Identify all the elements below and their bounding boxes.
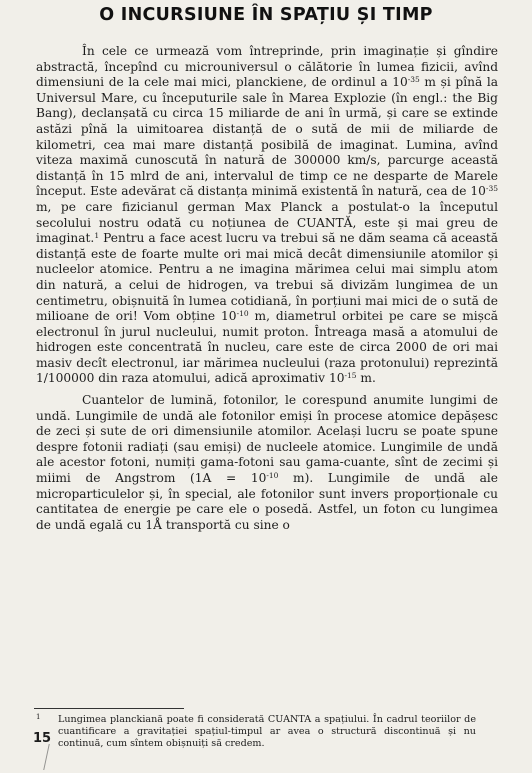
text-run: m). Lungimile de undă ale microparticulelor și, în special, ale fotonilor sunt invers proporționale cu cantitatea de energie pe care ele o posedă. Astfel, un foton cu lungimea de undă egală cu 1Å transportă cu sine o — [36, 471, 498, 532]
page-number: 15 — [33, 731, 52, 746]
exponent: -10 — [236, 309, 249, 319]
text-run: În cele ce urmează vom întreprinde, prin imaginație și gîndire abstractă, începînd cu microuniversul o călătorie în lumea fizicii, avînd dimensiuni de la cele mai mici, planckiene, de ordinul a 10 — [36, 44, 498, 90]
text-run: m, pe care fizicianul german Max Planck a postulat-o la începutul secolului nostru odată cu noțiunea de CUANTĂ, este și mai greu de imaginat. — [36, 199, 498, 246]
footnote — [36, 714, 476, 751]
exponent: -35 — [485, 184, 498, 194]
footnote-number: 1 — [36, 713, 41, 721]
paragraph-1 — [36, 44, 498, 387]
text-run: m, diametrul orbitei pe care se mișcă electronul în jurul nucleului, numit proton. Întreaga masă a atomului de hidrogen este concentrată în nucleu, care este de circa 2000 de ori mai masiv decît electronul, iar mărimea nucleului (raza protonului) reprezintă 1/100000 din raza atomului, adică aproximativ 10 — [36, 309, 498, 386]
exponent: -15 — [344, 371, 357, 381]
text-run: m. — [356, 371, 376, 386]
footnote-divider — [34, 708, 184, 709]
exponent: -10 — [266, 471, 279, 481]
page-title: O INCURSIUNE ÎN SPAȚIU ȘI TIMP — [99, 5, 433, 25]
text-run: Cuantelor de lumină, fotonilor, le corespund anumite lungimi de undă. Lungimile de undă ale fotonilor emiși în procese atomice depășesc de zeci și sute de ori dimensiunile atomilor. Același lucru se poate spune despre fotonii radiați (sau emiși) de nucleele atomice. Lungimile de undă ale acestor fotoni, numiți gama-fotoni sau gama-cuante, sînt de zecimi și miimi de Angstrom (1A = 10 — [36, 393, 498, 486]
text-run: m și pînă la Universul Mare, cu începuturile sale în Marea Explozie (în engl.: the Big Bang), declanșată cu circa 15 miliarde de ani în urmă, și care se extinde astăzi pînă la uimitoarea distanță de o sută de mii de miliarde de kilometri, cea mai mare distanță posibilă de imaginat. Lumina, avînd viteza maximă cunoscută în natură de 300000 km/s, parcurge această distanță în 15 mlrd de ani, intervalul de timp ce ne desparte de Marele început. Este adevărat că distanța minimă existentă în natură, cea de 10 — [36, 75, 498, 199]
exponent: -35 — [407, 75, 420, 85]
paragraph-2 — [36, 393, 498, 533]
footnote-text: Lungimea planckiană poate fi considerată CUANTA a spațiului. În cadrul teoriilor de cuantificare a gravitației spațiul-timpul ar avea o structură discontinuă și nu continuă, cum sîntem obișnuiți să credem. — [58, 714, 476, 750]
footnote-ref: 1 — [94, 231, 100, 241]
text-run: Pentru a face acest lucru va trebui să ne dăm seama că această distanță este de foarte multe ori mai mică decât dimensiunile atomilor și nucleelor atomice. Pentru a ne imagina mărimea celui mai simplu atom din natură, a celui de hidrogen, va trebui să divizăm lungimea de un centimetru, obișnuită în lumea cotidiană, în porțiuni mai mici de o sută de milioane de ori! Vom obține 10 — [36, 231, 498, 324]
body-text — [36, 44, 498, 533]
